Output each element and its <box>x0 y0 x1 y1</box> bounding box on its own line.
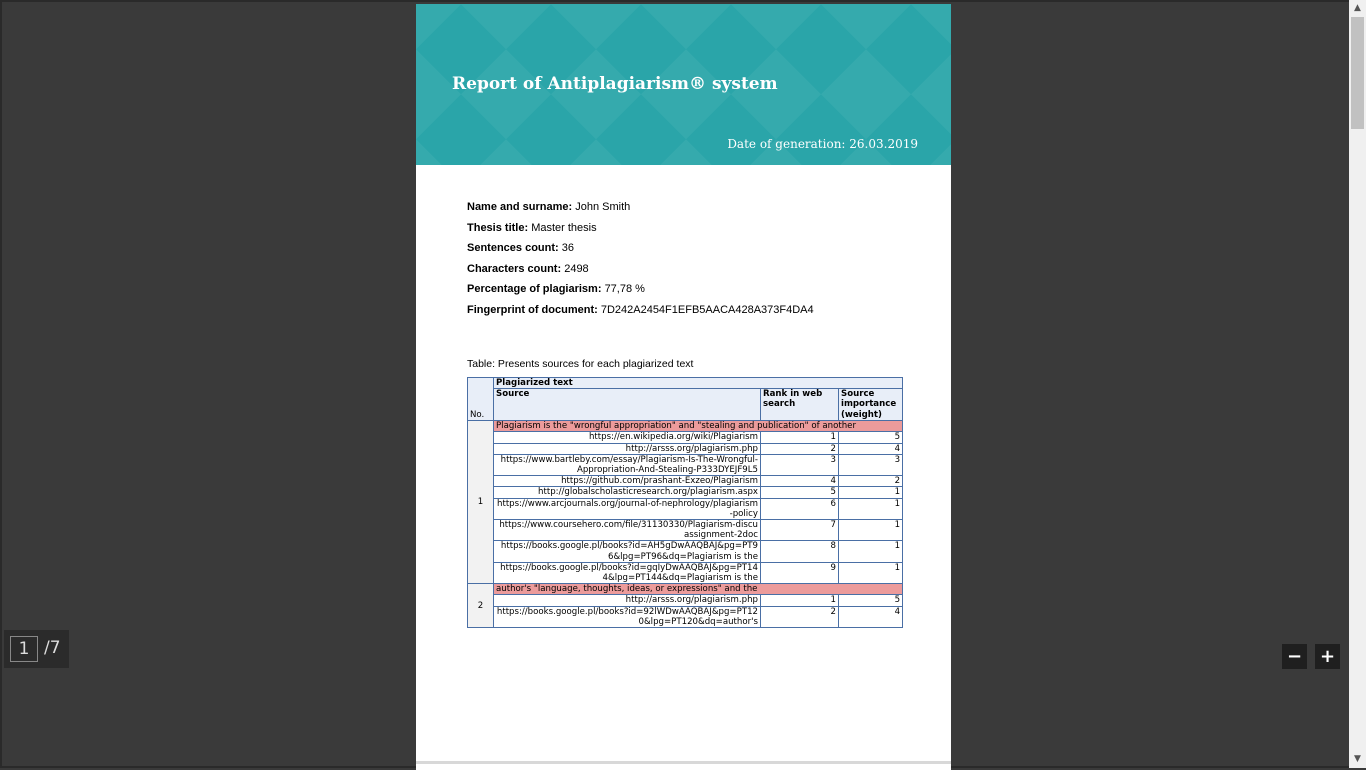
rank-value: 7 <box>761 520 839 541</box>
table-row <box>468 454 903 475</box>
meta-value: Master thesis <box>531 221 597 234</box>
rank-value: 5 <box>761 487 839 498</box>
meta-value: 2498 <box>564 262 589 275</box>
plagiarized-fragment: author's "language, thoughts, ideas, or expressions" and the <box>494 584 903 595</box>
meta-name <box>467 200 814 221</box>
meta-thesis-title <box>467 221 814 242</box>
source-url[interactable]: https://github.com/prashant-Exzeo/Plagiarism <box>494 476 761 487</box>
meta-label: Fingerprint of document: <box>467 303 598 316</box>
scroll-down-arrow-icon[interactable]: ▼ <box>1354 754 1361 764</box>
source-url[interactable]: https://books.google.pl/books?id=AH5gDwAAQBAJ&pg=PT96&lpg=PT96&dq=Plagiarism is the <box>494 541 761 562</box>
rank-value: 1 <box>761 432 839 443</box>
table-row <box>468 443 903 454</box>
meta-fingerprint <box>467 303 814 324</box>
meta-value: 7D242A2454F1EFB5AACA428A373F4DA4 <box>600 303 814 316</box>
weight-value: 3 <box>839 454 903 475</box>
plagiarized-fragment: Plagiarism is the "wrongful appropriation" and "stealing and publication" of another <box>494 421 903 432</box>
scroll-up-arrow-icon[interactable]: ▲ <box>1354 3 1361 13</box>
source-url[interactable]: http://arsss.org/plagiarism.php <box>494 595 761 606</box>
page-total: /7 <box>44 638 61 658</box>
page-navigator <box>4 630 69 668</box>
rank-value: 2 <box>761 606 839 627</box>
rank-value: 9 <box>761 562 839 583</box>
header-rank: Rank in web search <box>761 389 839 421</box>
table-row <box>468 595 903 606</box>
report-title: Report of Antiplagiarism® system <box>452 74 778 94</box>
document-metadata <box>467 200 814 324</box>
weight-value: 4 <box>839 443 903 454</box>
next-page-edge <box>416 764 951 770</box>
table-row <box>468 606 903 627</box>
weight-value: 4 <box>839 606 903 627</box>
header-plagiarized-text: Plagiarized text <box>494 378 903 389</box>
generation-date: Date of generation: 26.03.2019 <box>727 137 918 151</box>
meta-label: Sentences count: <box>467 242 559 255</box>
meta-label: Characters count: <box>467 262 562 275</box>
sources-table <box>467 377 903 628</box>
weight-value: 1 <box>839 498 903 519</box>
rank-value: 4 <box>761 476 839 487</box>
table-row <box>468 562 903 583</box>
table-caption: Table: Presents sources for each plagiarized text <box>467 358 694 370</box>
source-url[interactable]: http://arsss.org/plagiarism.php <box>494 443 761 454</box>
table-row <box>468 487 903 498</box>
meta-value: 77,78 % <box>604 283 645 296</box>
fragment-row <box>468 421 903 432</box>
zoom-in-button[interactable]: + <box>1315 644 1340 669</box>
report-header-banner <box>416 4 951 165</box>
page-number-input[interactable] <box>10 636 38 662</box>
weight-value: 1 <box>839 541 903 562</box>
weight-value: 1 <box>839 487 903 498</box>
meta-characters <box>467 262 814 283</box>
meta-label: Percentage of plagiarism: <box>467 283 602 296</box>
vertical-scrollbar[interactable] <box>1349 0 1366 768</box>
meta-sentences <box>467 241 814 262</box>
weight-value: 5 <box>839 595 903 606</box>
source-url[interactable]: http://globalscholasticresearch.org/plagiarism.aspx <box>494 487 761 498</box>
table-row <box>468 541 903 562</box>
meta-label: Thesis title: <box>467 221 529 234</box>
rank-value: 3 <box>761 454 839 475</box>
rank-value: 8 <box>761 541 839 562</box>
header-weight: Source importance (weight) <box>839 389 903 421</box>
zoom-out-button[interactable]: − <box>1282 644 1307 669</box>
rank-value: 6 <box>761 498 839 519</box>
table-row <box>468 476 903 487</box>
weight-value: 1 <box>839 562 903 583</box>
weight-value: 1 <box>839 520 903 541</box>
fragment-row <box>468 584 903 595</box>
source-url[interactable]: https://books.google.pl/books?id=gqIyDwAAQBAJ&pg=PT144&lpg=PT144&dq=Plagiarism is the <box>494 562 761 583</box>
fragment-number: 2 <box>468 584 494 628</box>
meta-value: John Smith <box>575 201 631 213</box>
header-no: No. <box>468 378 494 421</box>
weight-value: 5 <box>839 432 903 443</box>
scroll-thumb[interactable] <box>1351 17 1364 129</box>
weight-value: 2 <box>839 476 903 487</box>
fragment-number: 1 <box>468 421 494 584</box>
meta-percentage <box>467 282 814 303</box>
meta-label: Name and surname: <box>467 201 573 213</box>
rank-value: 2 <box>761 443 839 454</box>
header-source: Source <box>494 389 761 421</box>
rank-value: 1 <box>761 595 839 606</box>
source-url[interactable]: https://www.bartleby.com/essay/Plagiarism-Is-The-Wrongful-Appropriation-And-Stealing-P333DYEJF9L5 <box>494 454 761 475</box>
document-page <box>416 4 951 761</box>
source-url[interactable]: https://www.arcjournals.org/journal-of-nephrology/plagiarism-policy <box>494 498 761 519</box>
source-url[interactable]: https://www.coursehero.com/file/31130330/Plagiarism-discuassignment-2doc <box>494 520 761 541</box>
table-row <box>468 520 903 541</box>
table-row <box>468 498 903 519</box>
table-row <box>468 432 903 443</box>
source-url[interactable]: https://books.google.pl/books?id=92lWDwAAQBAJ&pg=PT120&lpg=PT120&dq=author's <box>494 606 761 627</box>
source-url[interactable]: https://en.wikipedia.org/wiki/Plagiarism <box>494 432 761 443</box>
meta-value: 36 <box>561 242 574 255</box>
